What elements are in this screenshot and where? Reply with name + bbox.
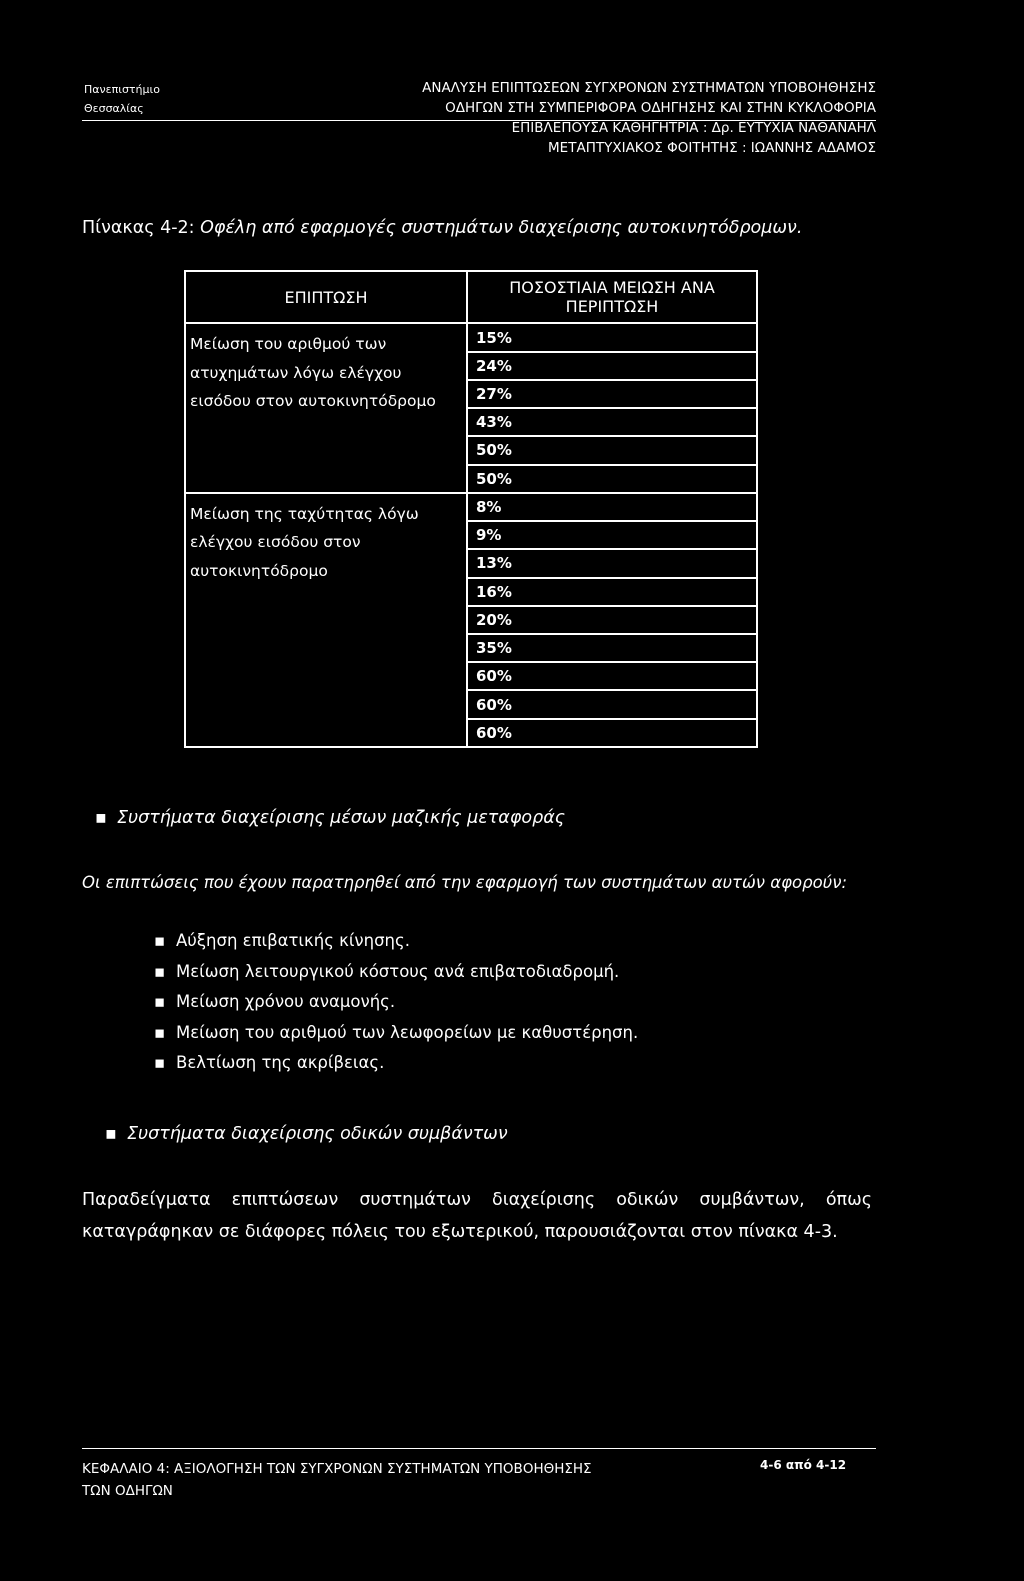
section-heading-text: Συστήματα διαχείρισης μέσων μαζικής μεταφοράς [117, 808, 566, 828]
percentage-cell: 27% [467, 380, 757, 408]
percentage-cell: 24% [467, 352, 757, 380]
table-caption-text: Οφέλη από εφαρμογές συστημάτων διαχείρισης αυτοκινητόδρομων. [200, 218, 803, 238]
percentage-cell: 60% [467, 719, 757, 747]
footer-line: ΚΕΦΑΛΑΙΟ 4: ΑΞΙΟΛΟΓΗΣΗ ΤΩΝ ΣΥΓΧΡΟΝΩΝ ΣΥΣΤΗΜΑΤΩΝ ΥΠΟΒΟΗΘΗΣΗΣ [82, 1461, 592, 1477]
section-heading-incidents [105, 1124, 508, 1144]
chapter-footer [82, 1458, 682, 1502]
list-item [154, 987, 638, 1018]
list-item-text: Μείωση χρόνου αναμονής. [176, 992, 396, 1011]
footer-divider [82, 1448, 876, 1449]
percentage-cell: 9% [467, 521, 757, 549]
case-label-speed: Μείωση της ταχύτητας λόγω ελέγχου εισόδου στον αυτοκινητόδρομο [185, 493, 467, 747]
table-row [185, 493, 757, 521]
list-item-text: Βελτίωση της ακρίβειας. [176, 1053, 385, 1072]
percentage-cell: 16% [467, 578, 757, 606]
bullet-icon: ▪ [154, 992, 166, 1011]
table-row [185, 323, 757, 351]
bullet-icon: ▪ [154, 1053, 166, 1072]
percentage-cell: 60% [467, 662, 757, 690]
institution-line: Πανεπιστήμιο [84, 83, 160, 96]
thesis-title-line: ΟΔΗΓΩΝ ΣΤΗ ΣΥΜΠΕΡΙΦΟΡΑ ΟΔΗΓΗΣΗΣ ΚΑΙ ΣΤΗΝ ΚΥΚΛΟΦΟΡΙΑ [445, 100, 876, 116]
header-cell-case: ΕΠΙΠΤΩΣΗ [185, 271, 467, 323]
list-item-text: Αύξηση επιβατικής κίνησης. [176, 931, 410, 950]
list-item [154, 1018, 638, 1049]
percentage-cell: 50% [467, 436, 757, 464]
benefits-table [184, 270, 758, 748]
percentage-cell: 15% [467, 323, 757, 351]
institution-line: Θεσσαλίας [84, 102, 144, 115]
institution-name [84, 80, 160, 118]
percentage-cell: 8% [467, 493, 757, 521]
list-item [154, 926, 638, 957]
list-item [154, 957, 638, 988]
table-caption [82, 218, 802, 238]
thesis-header [310, 78, 876, 158]
list-item [154, 1048, 638, 1079]
student-line: ΜΕΤΑΠΤΥΧΙΑΚΟΣ ΦΟΙΤΗΤΗΣ : ΙΩΑΝΝΗΣ ΑΔΑΜΟΣ [548, 140, 876, 156]
thesis-title-line: ΑΝΑΛΥΣΗ ΕΠΙΠΤΩΣΕΩΝ ΣΥΓΧΡΟΝΩΝ ΣΥΣΤΗΜΑΤΩΝ ΥΠΟΒΟΗΘΗΣΗΣ [422, 80, 876, 96]
header-divider [82, 120, 876, 121]
table-caption-label: Πίνακας 4-2: [82, 218, 195, 238]
percentage-cell: 35% [467, 634, 757, 662]
bullet-icon: ▪ [105, 1124, 117, 1144]
list-item-text: Μείωση λειτουργικού κόστους ανά επιβατοδιαδρομή. [176, 961, 620, 981]
percentage-cell: 20% [467, 606, 757, 634]
table-header-row [185, 271, 757, 323]
header-cell-percentage: ΠΟΣΟΣΤΙΑΙΑ ΜΕΙΩΣΗ ΑΝΑ ΠΕΡΙΠΤΩΣΗ [467, 271, 757, 323]
case-label-accidents: Μείωση του αριθμού των ατυχημάτων λόγω ελέγχου εισόδου στον αυτοκινητόδρομο [185, 323, 467, 492]
section-heading-transit [95, 808, 565, 828]
bullet-icon: ▪ [154, 931, 166, 950]
bullet-icon: ▪ [154, 1022, 166, 1042]
bullet-icon: ▪ [95, 808, 107, 828]
percentage-cell: 60% [467, 690, 757, 718]
page-number: 4-6 από 4-12 [760, 1458, 847, 1472]
section-paragraph: Παραδείγματα επιπτώσεων συστημάτων διαχείρισης οδικών συμβάντων, όπως καταγράφηκαν σε διάφορες πόλεις του εξωτερικού, παρουσιάζονται στον πίνακα 4-3. [82, 1190, 872, 1242]
percentage-cell: 13% [467, 549, 757, 577]
percentage-cell: 50% [467, 465, 757, 493]
percentage-cell: 43% [467, 408, 757, 436]
list-item-text: Μείωση του αριθμού των λεωφορείων με καθυστέρηση. [176, 1022, 639, 1042]
footer-line: ΤΩΝ ΟΔΗΓΩΝ [82, 1483, 173, 1499]
section-heading-text: Συστήματα διαχείρισης οδικών συμβάντων [127, 1124, 508, 1144]
bullet-icon: ▪ [154, 961, 166, 981]
supervisor-line: ΕΠΙΒΛΕΠΟΥΣΑ ΚΑΘΗΓΗΤΡΙΑ : Δρ. ΕΥΤΥΧΙΑ ΝΑΘΑΝΑΗΛ [511, 120, 876, 136]
section-intro-paragraph: Οι επιπτώσεις που έχουν παρατηρηθεί από την εφαρμογή των συστημάτων αυτών αφορούν: [82, 873, 848, 892]
impacts-list [154, 926, 638, 1079]
